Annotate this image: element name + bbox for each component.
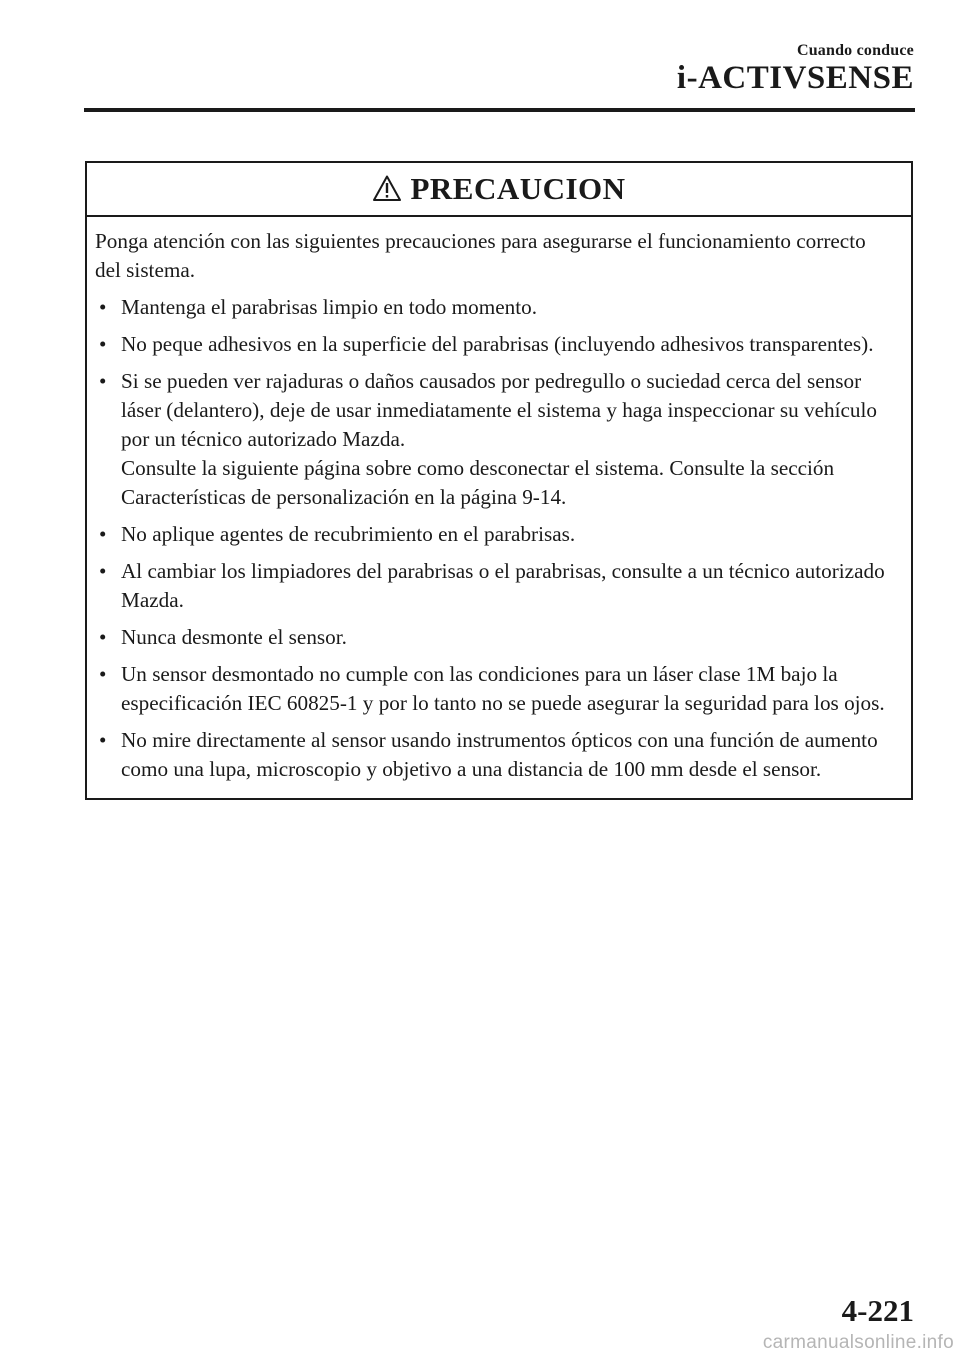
bullet-icon: • xyxy=(99,559,107,583)
caution-item-text: No peque adhesivos en la superficie del parabrisas (incluyendo adhesivos transparentes). xyxy=(121,332,874,356)
bullet-icon: • xyxy=(99,295,107,319)
caution-item-text: Un sensor desmontado no cumple con las condiciones para un láser clase 1M bajo la especificación IEC 60825-1 y por lo tanto no se puede asegurar la seguridad para los ojos. xyxy=(121,662,885,715)
bullet-icon: • xyxy=(99,625,107,649)
warning-triangle-icon xyxy=(372,176,402,202)
caution-intro: Ponga atención con las siguientes precauciones para asegurarse el funcionamiento correcto del sistema. xyxy=(95,229,866,282)
caution-item-text: No mire directamente al sensor usando instrumentos ópticos con una función de aumento como una lupa, microscopio y objetivo a una distancia de 100 mm desde el sensor. xyxy=(121,728,878,781)
caution-list-item xyxy=(95,520,887,549)
caution-item-note: Consulte la siguiente página sobre como desconectar el sistema. Consulte la sección Características de personalización en la página 9-14. xyxy=(121,456,835,509)
bullet-icon: • xyxy=(99,662,107,686)
bullet-icon: • xyxy=(99,728,107,752)
watermark: carmanualsonline.info xyxy=(762,1332,954,1353)
caution-item-text: Al cambiar los limpiadores del parabrisas o el parabrisas, consulte a un técnico autorizado Mazda. xyxy=(121,559,885,612)
caution-header xyxy=(87,163,911,217)
bullet-icon: • xyxy=(99,522,107,546)
page-number: 4-221 xyxy=(841,1293,914,1328)
bullet-icon: • xyxy=(99,369,107,393)
caution-item-text: Mantenga el parabrisas limpio en todo momento. xyxy=(121,295,538,319)
caution-list-item xyxy=(95,660,887,718)
caution-list-item xyxy=(95,557,887,615)
caution-list-item xyxy=(95,623,887,652)
caution-item-text: Nunca desmonte el sensor. xyxy=(121,625,347,649)
caution-item-text: Si se pueden ver rajaduras o daños causados por pedregullo o suciedad cerca del sensor láser (delantero), deje de usar inmediatamente el sistema y haga inspeccionar su vehículo por un técnico autorizado Mazda. xyxy=(121,369,877,451)
header-rule xyxy=(84,108,915,112)
caution-list-item xyxy=(95,726,887,784)
caution-list-item xyxy=(95,330,887,359)
caution-body xyxy=(87,217,911,798)
caution-list-item xyxy=(95,367,887,512)
chapter-title: i-ACTIVSENSE xyxy=(676,60,914,96)
section-title: Cuando conduce xyxy=(796,42,914,59)
caution-list xyxy=(95,293,887,784)
bullet-icon: • xyxy=(99,332,107,356)
caution-list-item xyxy=(95,293,887,322)
caution-item-text: No aplique agentes de recubrimiento en el parabrisas. xyxy=(121,522,576,546)
caution-title: PRECAUCION xyxy=(410,171,626,206)
caution-box xyxy=(85,161,913,800)
